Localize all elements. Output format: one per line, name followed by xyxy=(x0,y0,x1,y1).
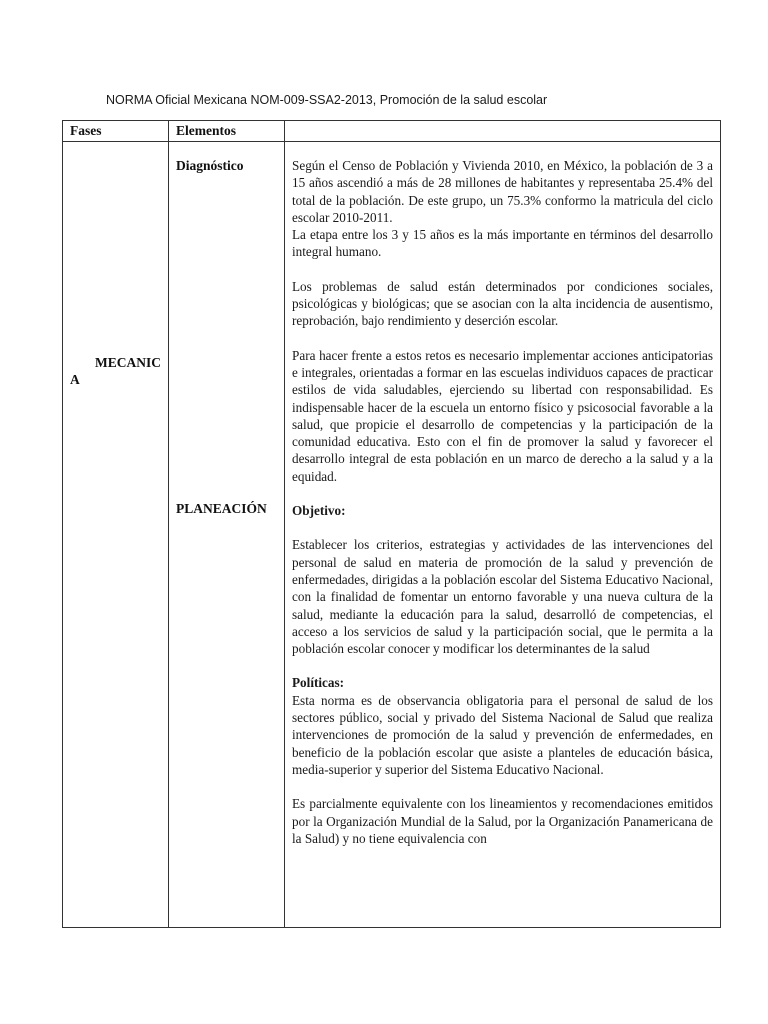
elemento-diagnostico: Diagnóstico xyxy=(176,158,244,173)
paragraph-equivalencia: Es parcialmente equivalente con los lineamientos y recomendaciones emitidos por la Organización Mundial de la Salud, por la Organización Panamericana de la Salud) y no tiene equivalencia con xyxy=(292,796,713,846)
paragraph-retos: Para hacer frente a estos retos es necesario implementar acciones anticipatorias e integrales, orientadas a formar en las escuelas individuos capaces de practicar estilos de vida saludables, ejerciendo su libertad con responsabilidad. Es indispensable hacer de la escuela un entorno físico y psicosocial favorable a la salud, que propicie el desarrollo de competencias y la participación de la comunidad educativa. Esto con el fin de promover la salud y favorecer el desarrollo integral de esta población en un marco de derecho a la salud y a la equidad. xyxy=(292,347,713,484)
column-divider-elementos xyxy=(284,121,285,927)
heading-politicas: Políticas: xyxy=(292,675,345,691)
paragraph-objetivo: Establecer los criterios, estrategias y actividades de las intervenciones del personal de salud en materia de promoción de la salud y prevención de enfermedades, dirigidas a la población escolar del Sistema Educativo Nacional, con la finalidad de fomentar un entorno favorable y una nueva cultura de la salud, mediante la educación para la salud, desarrolló de competencias, el acceso a los servicios de salud y la participación social, que le permita a la población escolar conocer y modificar los determinantes de la salud xyxy=(292,537,713,657)
paragraph-problemas: Los problemas de salud están determinados por condiciones sociales, psicológicas y biológicas; que se asocian con la alta incidencia de ausentismo, reprobación, bajo rendimiento y deserción escolar. xyxy=(292,278,713,329)
paragraph-censo: Según el Censo de Población y Vivienda 2010, en México, la población de 3 a 15 años ascendió a más de 28 millones de habitantes y representaba 25.4% del total de la población. De este grupo, un 75.3% conformo la matricula del ciclo escolar 2010-2011. xyxy=(292,158,713,225)
fase-mecanica: MECANICA xyxy=(70,355,161,387)
document-title: NORMA Oficial Mexicana NOM-009-SSA2-2013, Promoción de la salud escolar xyxy=(106,93,548,107)
column-divider-fases xyxy=(168,121,169,927)
header-row-divider xyxy=(63,141,720,142)
header-elementos: Elementos xyxy=(176,123,236,138)
phases-table xyxy=(62,120,721,928)
elemento-planeacion: PLANEACIÓN xyxy=(176,501,267,516)
paragraph-etapa: La etapa entre los 3 y 15 años es la más importante en términos del desarrollo integral humano. xyxy=(292,227,713,260)
header-fases: Fases xyxy=(70,123,102,138)
content-cell xyxy=(292,157,713,847)
heading-objetivo: Objetivo: xyxy=(292,503,346,519)
paragraph-politicas: Esta norma es de observancia obligatoria para el personal de salud de los sectores público, social y privado del Sistema Nacional de Salud que realiza intervenciones de promoción de la salud y prevención de enfermedades, en beneficio de la población escolar que asiste a planteles de educación básica, media-superior y superior del Sistema Educativo Nacional. xyxy=(292,692,713,777)
